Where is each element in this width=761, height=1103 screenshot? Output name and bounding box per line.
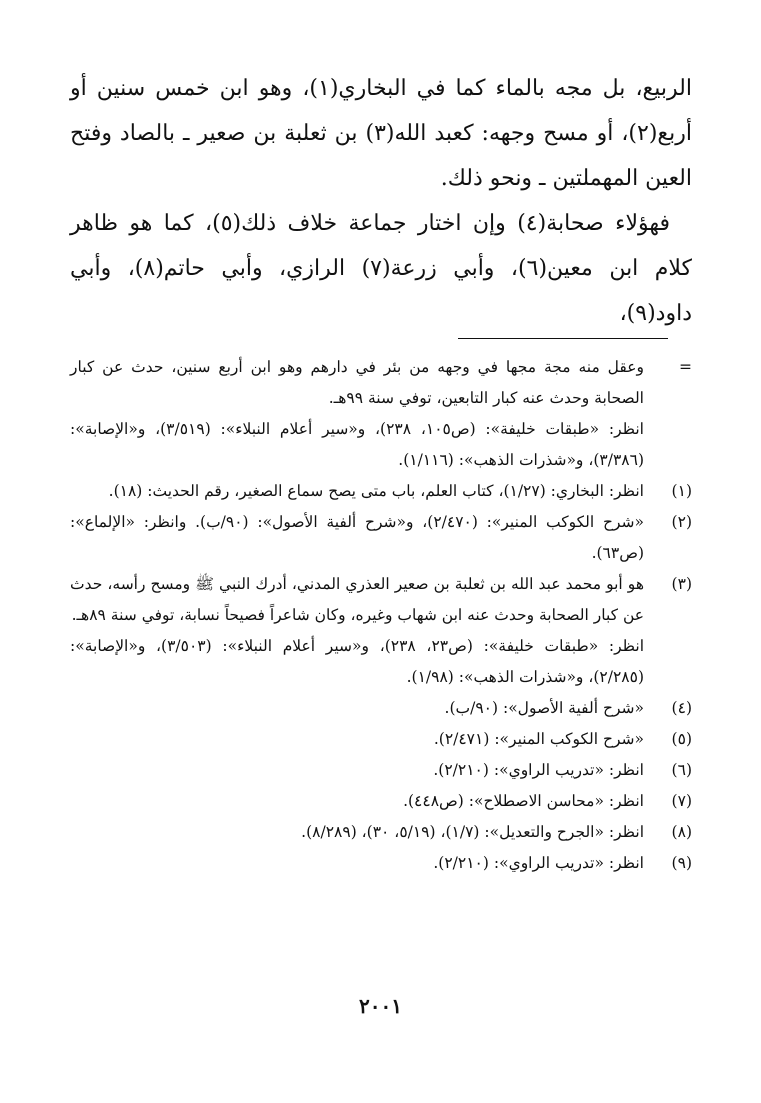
footnote-line: انظر: «الجرح والتعديل»: (١/٧)، (٥/١٩، ٣٠)، (٨/٢٨٩). bbox=[301, 823, 644, 841]
footnote-body bbox=[70, 755, 644, 786]
main-text bbox=[70, 66, 692, 336]
footnote-line: «شرح الكوكب المنير»: (٢/٤٧١). bbox=[433, 730, 644, 748]
footnote-8 bbox=[70, 817, 692, 848]
footnote-number: (٧) bbox=[671, 792, 692, 810]
footnote-continued bbox=[70, 352, 692, 476]
footnote-line: انظر: «طبقات خليفة»: (ص١٠٥، ٢٣٨)، و«سير أعلام النبلاء»: (٣/٥١٩)، و«الإصابة»: (٣/٣٨٦)، و«شذرات الذهب»: (١/١١٦). bbox=[70, 420, 644, 469]
footnote-1 bbox=[70, 476, 692, 507]
footnote-number: (٣) bbox=[671, 575, 692, 593]
footnote-body bbox=[70, 476, 644, 507]
footnote-body bbox=[70, 569, 644, 693]
footnote-number: (٨) bbox=[671, 823, 692, 841]
footnote-9 bbox=[70, 848, 692, 879]
footnote-body bbox=[70, 507, 644, 569]
footnote-number: (٩) bbox=[671, 854, 692, 872]
footnote-4 bbox=[70, 693, 692, 724]
footnote-body bbox=[70, 724, 644, 755]
footnote-body bbox=[70, 817, 644, 848]
footnote-number: = bbox=[679, 358, 692, 376]
footnote-line: انظر: «تدريب الراوي»: (٢/٢١٠). bbox=[433, 854, 644, 872]
footnote-6 bbox=[70, 755, 692, 786]
footnote-line: «شرح ألفية الأصول»: (٩٠/ب). bbox=[444, 699, 644, 717]
main-paragraph-2: فهؤلاء صحابة(٤) وإن اختار جماعة خلاف ذلك(٥)، كما هو ظاهر كلام ابن معين(٦)، وأبي زرعة(٧) الرازي، وأبي حاتم(٨)، وأبي داود(٩)، bbox=[70, 211, 693, 326]
footnote-number: (١) bbox=[671, 482, 692, 500]
footnote-body bbox=[70, 848, 644, 879]
footnote-line: هو أبو محمد عبد الله بن ثعلبة بن صعير العذري المدني، أدرك النبي ﷺ ومسح رأسه، حدث عن كبار الصحابة وحدث عنه ابن شهاب وغيره، وكان شاعراً فصيحاً نسابة، توفي سنة ٨٩هـ. bbox=[70, 575, 644, 624]
footnote-body bbox=[70, 693, 644, 724]
footnote-line: انظر: «محاسن الاصطلاح»: (ص٤٤٨). bbox=[403, 792, 644, 810]
footnote-7 bbox=[70, 786, 692, 817]
footnote-line: انظر: «تدريب الراوي»: (٢/٢١٠). bbox=[433, 761, 644, 779]
footnote-separator bbox=[458, 338, 668, 339]
footnote-line: وعقل منه مجة مجها في وجهه من بئر في دارهم وهو ابن أربع سنين، حدث عن كبار الصحابة وحدث عنه كبار التابعين، توفي سنة ٩٩هـ. bbox=[70, 358, 644, 407]
footnotes bbox=[70, 352, 692, 879]
footnote-line: انظر: البخاري: (١/٢٧)، كتاب العلم، باب متى يصح سماع الصغير، رقم الحديث: (١٨). bbox=[108, 482, 644, 500]
footnote-number: (٦) bbox=[671, 761, 692, 779]
footnote-2 bbox=[70, 507, 692, 569]
footnote-number: (٤) bbox=[671, 699, 692, 717]
footnote-5 bbox=[70, 724, 692, 755]
page-number: ٢٠٠١ bbox=[359, 994, 402, 1018]
footnote-number: (٢) bbox=[671, 513, 692, 531]
footnote-body bbox=[70, 786, 644, 817]
footnote-3 bbox=[70, 569, 692, 693]
footnote-line: انظر: «طبقات خليفة»: (ص٢٣، ٢٣٨)، و«سير أعلام النبلاء»: (٣/٥٠٣)، و«الإصابة»: (٢/٢٨٥)، و«شذرات الذهب»: (١/٩٨). bbox=[70, 637, 645, 686]
footnote-number: (٥) bbox=[671, 730, 692, 748]
main-paragraph-1: الربيع، بل مجه بالماء كما في البخاري(١)، وهو ابن خمس سنين أو أربع(٢)، أو مسح وجهه: كعبد الله(٣) بن ثعلبة بن صعير ـ بالصاد وفتح العين المهملتين ـ ونحو ذلك. bbox=[70, 76, 692, 191]
footnote-line: «شرح الكوكب المنير»: (٢/٤٧٠)، و«شرح ألفية الأصول»: (٩٠/ب). وانظر: «الإلماع»: (ص٦٣). bbox=[70, 513, 644, 562]
footnote-body bbox=[70, 352, 644, 476]
